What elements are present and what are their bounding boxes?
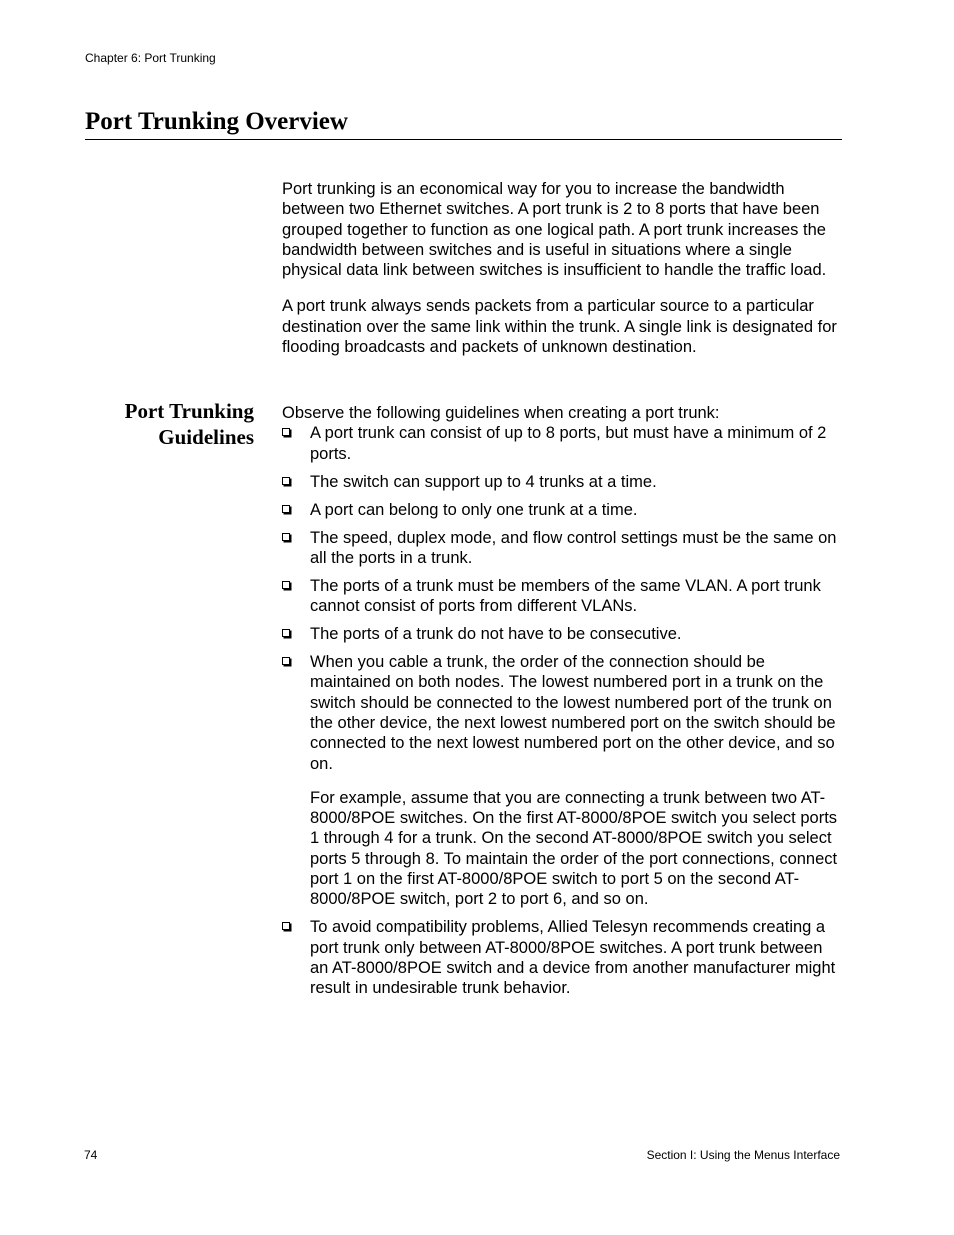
list-item-text: The ports of a trunk do not have to be consecutive.: [310, 625, 682, 644]
guidelines-heading-line: Port Trunking: [124, 399, 254, 423]
list-item: [282, 528, 842, 569]
footer-section-label: Section I: Using the Menus Interface: [646, 1148, 840, 1162]
running-header: Chapter 6: Port Trunking: [85, 51, 216, 65]
intro-paragraph: A port trunk always sends packets from a particular source to a particular destination over the same link within the trunk. A single link is designated for flooding broadcasts and packets of unknown destination.: [282, 297, 837, 357]
list-item: [282, 472, 842, 492]
checkbox-bullet-icon: [282, 581, 290, 589]
list-item-text: The ports of a trunk must be members of the same VLAN. A port trunk cannot consist of ports from different VLANs.: [310, 576, 821, 616]
list-item-text: The switch can support up to 4 trunks at a time.: [310, 472, 657, 491]
list-item-text: A port can belong to only one trunk at a time.: [310, 500, 638, 519]
list-item: [282, 624, 842, 644]
list-item: [282, 917, 842, 998]
list-item-text: The speed, duplex mode, and flow control settings must be the same on all the ports in a trunk.: [310, 528, 837, 567]
intro-section: [282, 179, 842, 357]
checkbox-bullet-icon: [282, 629, 290, 637]
page-number: 74: [84, 1148, 98, 1162]
guidelines-lead: Observe the following guidelines when creating a port trunk:: [282, 404, 720, 422]
list-item-text: When you cable a trunk, the order of the connection should be maintained on both nodes. The lowest numbered port in a trunk on the switch should be connected to the lowest numbered port of the trunk on the other device, the next lowest numbered port on the switch should be connected to the next lowest numbered port on the other device, and so on.: [310, 653, 836, 773]
guidelines-heading-line: Guidelines: [158, 425, 254, 449]
page-title: Port Trunking Overview: [85, 108, 348, 135]
guidelines-heading: [125, 398, 254, 450]
checkbox-bullet-icon: [282, 505, 290, 513]
checkbox-bullet-icon: [282, 477, 290, 485]
list-item-example: For example, assume that you are connecting a trunk between two AT-8000/8POE switches. On the first AT-8000/8POE switch you select ports 1 through 4 for a trunk. On the second AT-8000/8POE switch you select ports 5 through 8. To maintain the order of the port connections, connect port 1 on the first AT-8000/8POE switch to port 5 on the second AT-8000/8POE switch, port 2 to port 6, and so on.: [310, 788, 838, 909]
list-item: [282, 500, 842, 520]
title-rule: [85, 139, 842, 140]
checkbox-bullet-icon: [282, 533, 290, 541]
list-item: [282, 652, 842, 910]
list-item-text: A port trunk can consist of up to 8 ports, but must have a minimum of 2 ports.: [310, 424, 827, 463]
intro-paragraph: Port trunking is an economical way for you to increase the bandwidth between two Ethernet switches. A port trunk is 2 to 8 ports that have been grouped together to function as one logical path. A port trunk increases the bandwidth between switches and is useful in situations where a single physical data link between switches is insufficient to handle the traffic load.: [282, 180, 827, 280]
list-item-text: To avoid compatibility problems, Allied Telesyn recommends creating a port trunk only between AT-8000/8POE switches. A port trunk between an AT-8000/8POE switch and a device from another manufacturer might result in undesirable trunk behavior.: [310, 918, 836, 998]
guidelines-list: [282, 423, 842, 998]
checkbox-bullet-icon: [282, 657, 290, 665]
checkbox-bullet-icon: [282, 428, 290, 436]
list-item: [282, 576, 842, 617]
guidelines-section: [282, 403, 842, 1006]
list-item: [282, 423, 842, 464]
checkbox-bullet-icon: [282, 922, 290, 930]
